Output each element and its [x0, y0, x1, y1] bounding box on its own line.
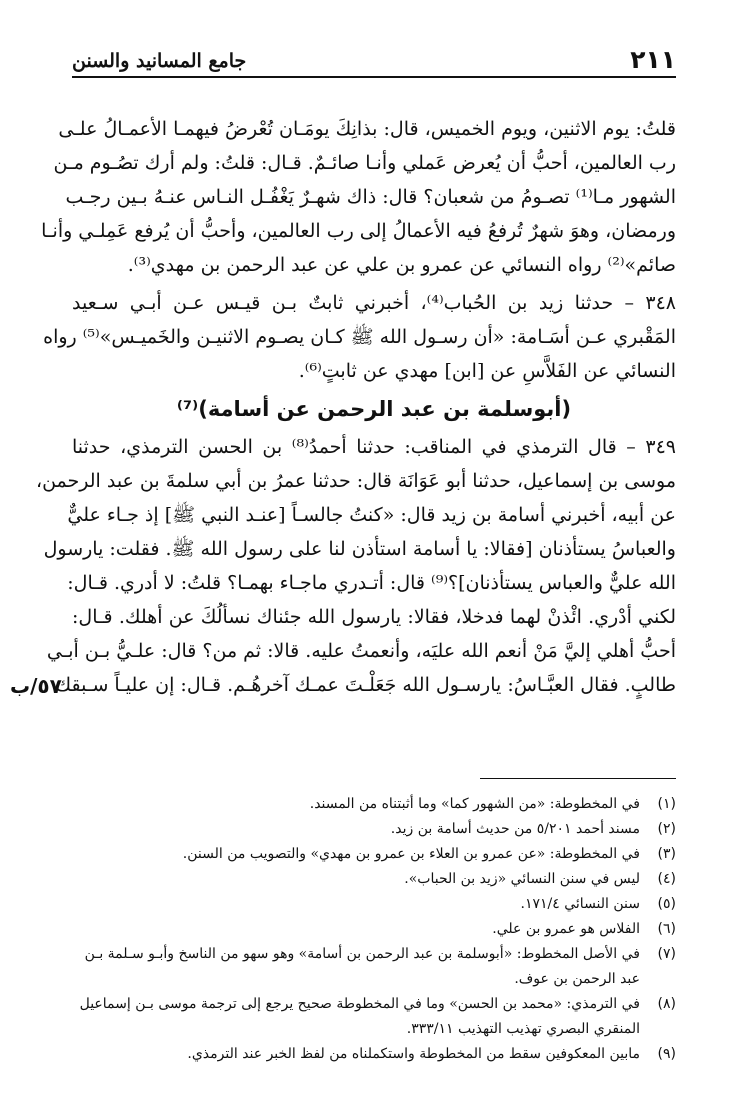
footnote-number: (٥) [657, 896, 676, 912]
footnote-number: (٤) [657, 871, 676, 887]
page-number: ٢١١ [630, 45, 676, 74]
text-line: رب العالمين، أحبُّ أن يُعرض عَملي وأنـا صائـمٌ. قـال: قلتُ: ولم أرك تصُـوم مـن [53, 152, 676, 174]
footnote [72, 992, 676, 1042]
footnote-text: في الأصل المخطوط: «أبوسلمة بن عبد الرحمن بن أسامة» وهو سهو من الناسخ وأبـو سـلمة بـن عبد الرحمن بن عوف. [84, 946, 640, 987]
footnote-number: (٢) [657, 821, 676, 837]
footnote-text: في المخطوطة: «من الشهور كما» وما أثبتناه من المسند. [309, 796, 640, 812]
text-line: موسى بن إسماعيل، حدثنا أبو عَوَانَة قال: حدثنا عمرُ بن أبي سلمةَ بن عبد الرحمن، [35, 470, 676, 492]
footnote [72, 842, 676, 867]
text-line: والعباسُ يستأذنان [فقالا: يا أسامة استأذن لنا على رسول الله ﷺ. فقلت: يارسول [43, 538, 676, 560]
text-line: طالبٍ. فقال العبَّـاسُ: يارسـول الله جَعَلْـتَ عمـك آخرهُـم. قـال: إن عليـاً سـبقك [55, 674, 676, 696]
footnote-text: سنن النسائي ١٧١/٤. [520, 896, 640, 912]
manuscript-folio-marker: ٥٧/ب [10, 674, 62, 698]
footnote [72, 892, 676, 917]
footnote-text: مسند أحمد ٥/٢٠١ من حديث أسامة بن زيد. [390, 821, 640, 837]
text-line: الله عليٌّ والعباس يستأذنان]؟⁽⁹⁾ قال: أتـدري ماجـاء بهمـا؟ قلتُ: لا أدري. قـال: [67, 572, 676, 594]
footnote-divider [480, 778, 676, 779]
footnotes [72, 792, 676, 1067]
footnote-number: (٩) [657, 1046, 676, 1062]
text-line: ورمضان، وهوَ شهرٌ تُرفعُ فيه الأعمالُ إلى رب العالمين، وأحبُّ أن يُرفع عَمِلـي وأنـا [41, 220, 676, 242]
footnote-text: الفلاس هو عمرو بن علي. [492, 921, 640, 937]
text-line: ٣٤٨ – حدثنا زيد بن الحُباب⁽⁴⁾، أخبرني ثابتٌ بـن قيـس عـن أبـي سـعيد [72, 292, 676, 314]
footnote-number: (٣) [657, 846, 676, 862]
text-line: عن أبيه، أخبرني أسامة بن زيد قال: «كنتُ جالسـاً [عنـد النبي ﷺ] إذ جـاء عليٌّ [67, 504, 676, 526]
footnote-number: (٨) [657, 996, 676, 1012]
page-header [72, 42, 676, 78]
text-line: النسائي عن الفَلاَّسِ عن [ابن] مهدي عن ثابتٍ⁽⁶⁾. [298, 360, 676, 382]
text-line: قلتُ: يوم الاثنين، ويوم الخميس، قال: بذانِكَ يومَـان تُعْرضُ فيهمـا الأعمـالُ علـى [58, 118, 676, 140]
text-line: الشهور مـا⁽¹⁾ تصـومُ من شعبان؟ قال: ذاك شهـرٌ يَغْفُـل النـاس عنـهُ بـين رجـب [65, 186, 676, 208]
footnote [72, 917, 676, 942]
footnote [72, 1042, 676, 1067]
footnote-number: (٦) [657, 921, 676, 937]
footnote-text: مابين المعكوفين سقط من المخطوطة واستكملناه من لفظ الخبر عند الترمذي. [187, 1046, 640, 1062]
text-line: لكني أدْري. ائْذنْ لهما فدخلا، فقالا: يارسول الله جئناك نسألُكَ عن أهلك. قـال: [72, 606, 676, 628]
footnote-number: (٧) [657, 946, 676, 962]
footnote [72, 792, 676, 817]
text-line: صائم»⁽²⁾ رواه النسائي عن عمرو بن علي عن عبد الرحمن بن مهدي⁽³⁾. [127, 254, 676, 276]
running-title: جامع المسانيد والسنن [72, 50, 247, 72]
footnote-text: ليس في سنن النسائي «زيد بن الحباب». [404, 871, 640, 887]
text-line: أحبُّ أهلي إليَّ مَنْ أنعم الله عليَه، وأنعمتُ عليه. قالا: ثم من؟ قال: علـيُّ بـن أبـي [46, 640, 676, 662]
footnote [72, 942, 676, 992]
footnote-text: في المخطوطة: «عن عمرو بن العلاء بن عمرو بن مهدي» والتصويب من السنن. [182, 846, 640, 862]
text-line: المَقْبري عـن أسَـامة: «أن رسـول الله ﷺ كـان يصـوم الاثنيـن والخَميـس»⁽⁵⁾ رواه [43, 326, 676, 348]
footnote [72, 817, 676, 842]
footnote-text: في الترمذي: «محمد بن الحسن» وما في المخطوطة صحيح يرجع إلى ترجمة موسى بـن إسماعيل المنقري البصري تهذيب التهذيب ٣٣٣/١١. [79, 996, 640, 1037]
section-heading: (أبوسلمة بن عبد الرحمن عن أسامة)⁽⁷⁾ [176, 397, 572, 421]
footnote-number: (١) [657, 796, 676, 812]
footnote [72, 867, 676, 892]
text-line: ٣٤٩ – قال الترمذي في المناقب: حدثنا أحمدُ⁽⁸⁾ بن الحسن الترمذي، حدثنا [72, 436, 676, 458]
